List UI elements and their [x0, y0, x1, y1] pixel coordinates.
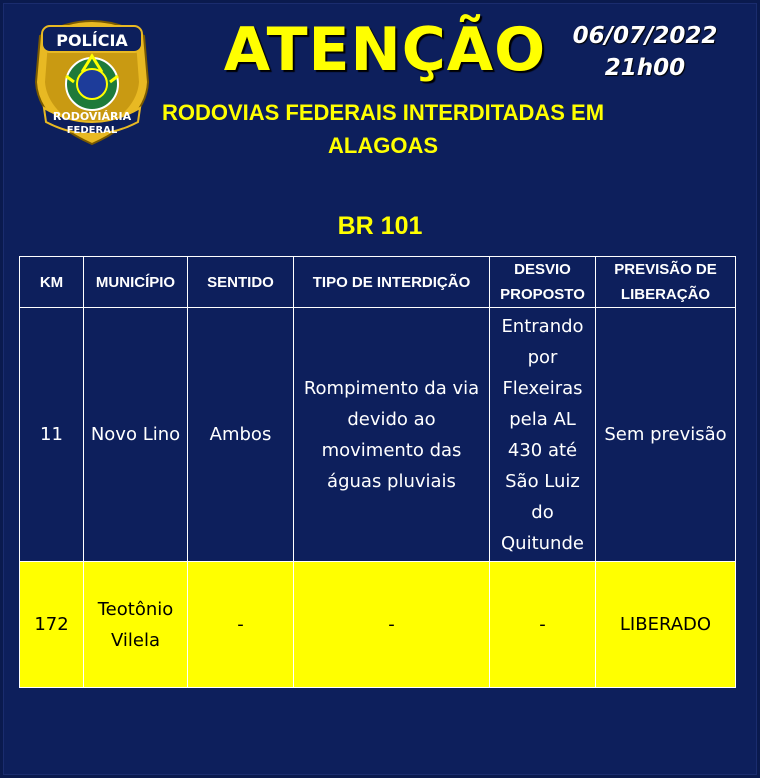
col-header-tipo: TIPO DE INTERDIÇÃO — [294, 257, 490, 308]
subtitle — [150, 96, 616, 162]
cell-tipo: - — [294, 562, 490, 688]
interdictions-table — [19, 256, 736, 688]
table-row — [20, 308, 736, 562]
col-header-desvio: DESVIO PROPOSTO — [490, 257, 596, 308]
cell-municipio: Teotônio Vilela — [84, 562, 188, 688]
cell-previsao: Sem previsão — [596, 308, 736, 562]
cell-km: 172 — [20, 562, 84, 688]
date-label: 06/07/2022 — [572, 23, 718, 49]
col-header-km: KM — [20, 257, 84, 308]
cell-desvio: Entrando por Flexeiras pela AL 430 até São Luiz do Quitunde — [490, 308, 596, 562]
prf-badge-logo — [30, 12, 154, 148]
table-header-row — [20, 257, 736, 308]
col-header-municipio: MUNICÍPIO — [84, 257, 188, 308]
subtitle-line-2: ALAGOAS — [328, 133, 438, 158]
datetime-block — [560, 20, 730, 84]
badge-top-text: POLÍCIA — [56, 31, 128, 50]
col-header-sentido: SENTIDO — [188, 257, 294, 308]
badge-bottom-text-1: RODOVIÁRIA — [52, 110, 132, 123]
page-title: ATENÇÃO — [223, 15, 547, 85]
cell-tipo: Rompimento da via devido ao movimento das águas pluviais — [294, 308, 490, 562]
subtitle-line-1: RODOVIAS FEDERAIS INTERDITADAS EM — [161, 100, 605, 125]
cell-municipio: Novo Lino — [84, 308, 188, 562]
cell-sentido: Ambos — [188, 308, 294, 562]
col-header-previsao: PREVISÃO DE LIBERAÇÃO — [596, 257, 736, 308]
cell-desvio: - — [490, 562, 596, 688]
time-label: 21h00 — [604, 55, 686, 81]
road-heading: BR 101 — [337, 212, 423, 240]
cell-previsao: LIBERADO — [596, 562, 736, 688]
cell-sentido: - — [188, 562, 294, 688]
badge-bottom-text-2: FEDERAL — [66, 125, 118, 136]
cell-km: 11 — [20, 308, 84, 562]
table-row — [20, 562, 736, 688]
